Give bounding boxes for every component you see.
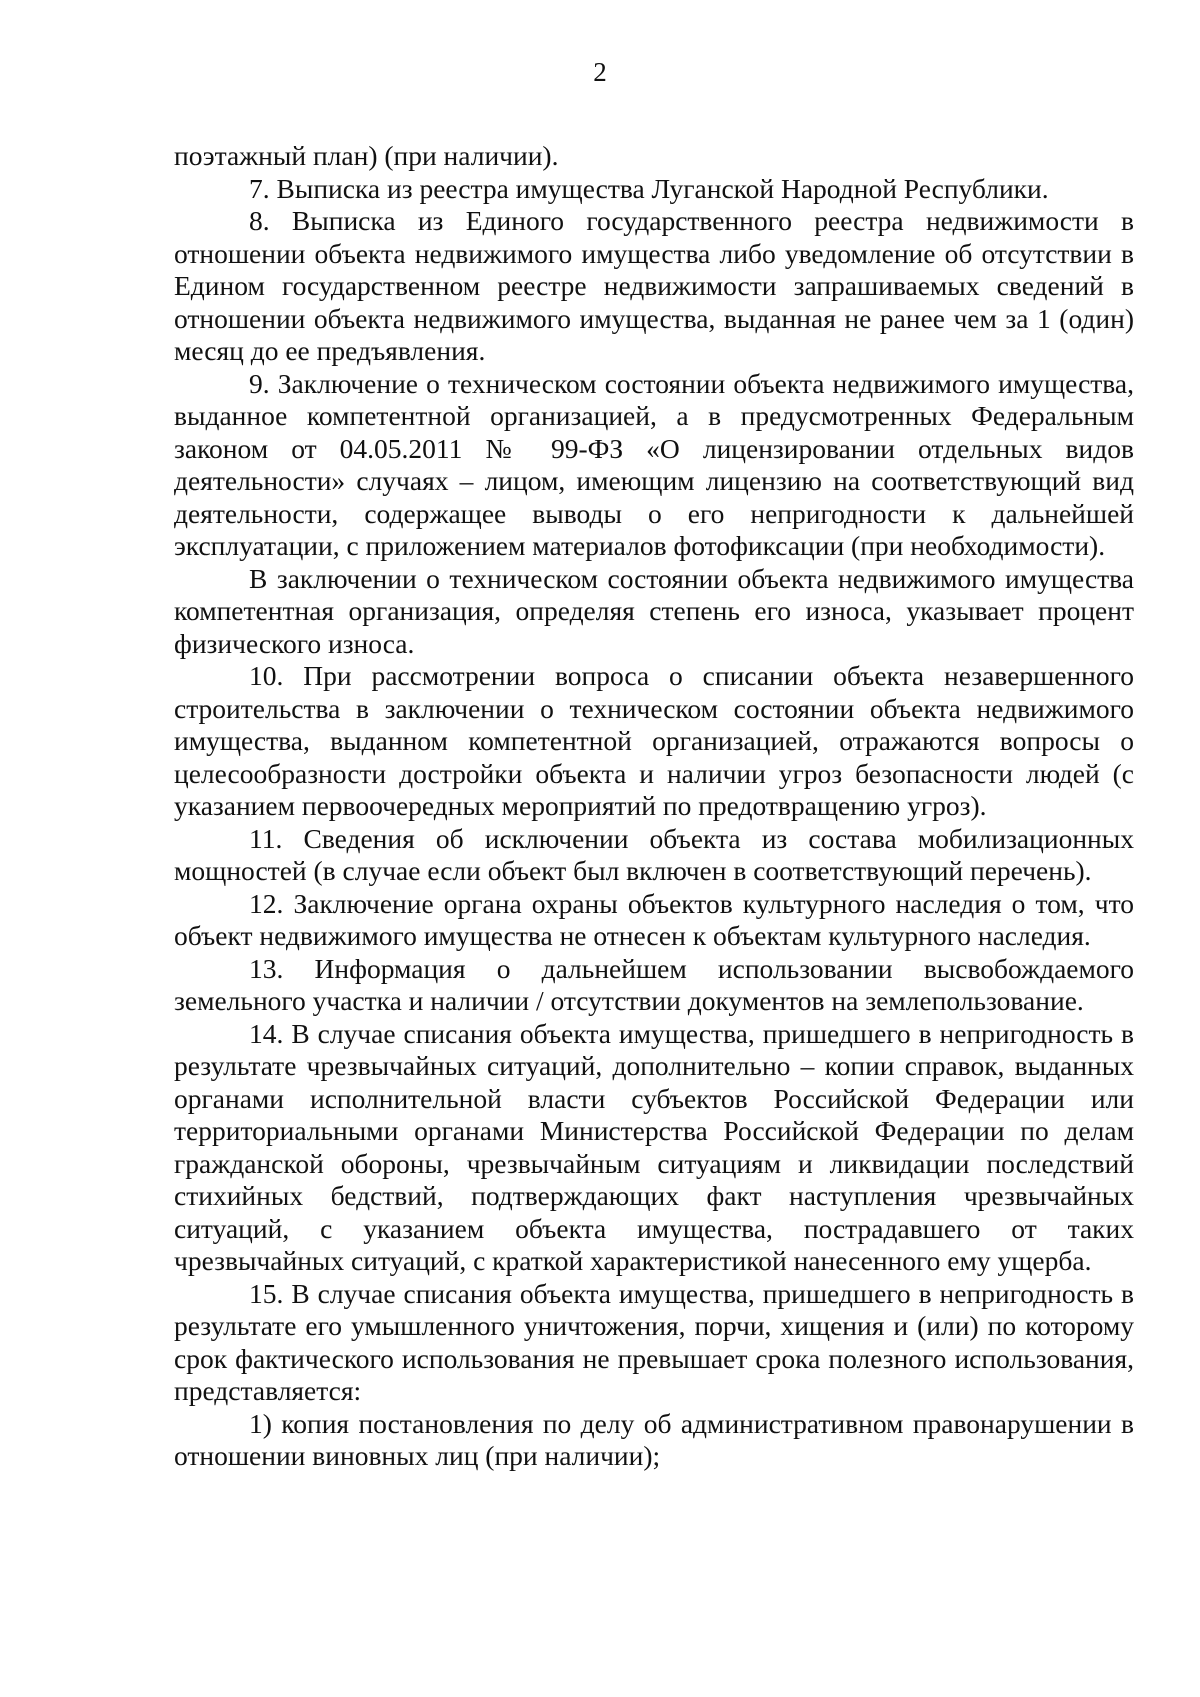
paragraph-continuation: поэтажный план) (при наличии). xyxy=(174,140,559,171)
paragraph-item-11: 11. Сведения об исключении объекта из состава мобилизационных мощностей (в случае если объект был включен в соответствующий перечень). xyxy=(174,822,1134,886)
paragraph-item-9-note: В заключении о техническом состоянии объекта недвижимого имущества компетентная организация, определяя степень его износа, указывает процент физического износа. xyxy=(174,562,1134,659)
paragraph-item-7: 7. Выписка из реестра имущества Луганской Народной Республики. xyxy=(249,172,1049,204)
document-body xyxy=(174,140,1134,1473)
page-number: 2 xyxy=(593,57,607,87)
paragraph-subitem-1: 1) копия постановления по делу об административном правонарушении в отношении виновных лиц (при наличии); xyxy=(174,1407,1134,1471)
paragraph-item-12: 12. Заключение органа охраны объектов культурного наследия о том, что объект недвижимого имущества не отнесен к объектам культурного наследия. xyxy=(174,887,1134,951)
paragraph-item-15: 15. В случае списания объекта имущества, пришедшего в непригодность в результате его умышленного уничтожения, порчи, хищения и (или) по которому срок фактического использования не превышает срока полезного использования, представляется: xyxy=(174,1277,1134,1406)
paragraph-item-14: 14. В случае списания объекта имущества, пришедшего в непригодность в результате чрезвычайных ситуаций, дополнительно – копии справок, выданных органами исполнительной власти субъектов Российской Федерации или территориальными органами Министерства Российской Федерации по делам гражданской обороны, чрезвычайным ситуациям и ликвидации последствий стихийных бедствий, подтверждающих факт наступления чрезвычайных ситуаций, с указанием объекта имущества, пострадавшего от таких чрезвычайных ситуаций, с краткой характеристикой нанесенного ему ущерба. xyxy=(174,1017,1134,1276)
paragraph-item-8: 8. Выписка из Единого государственного реестра недвижимости в отношении объекта недвижимого имущества либо уведомление об отсутствии в Едином государственном реестре недвижимости запрашиваемых сведений в отношении объекта недвижимого имущества, выданная не ранее чем за 1 (один) месяц до ее предъявления. xyxy=(174,205,1134,366)
paragraph-item-9: 9. Заключение о техническом состоянии объекта недвижимого имущества, выданное компетентной организацией, а в предусмотренных Федеральным законом от 04.05.2011 № 99-ФЗ «О лицензировании отдельных видов деятельности» случаях – лицом, имеющим лицензию на соответствующий вид деятельности, содержащее выводы о его непригодности к дальнейшей эксплуатации, с приложением материалов фотофиксации (при необходимости). xyxy=(174,367,1134,561)
paragraph-item-13: 13. Информация о дальнейшем использовании высвобождаемого земельного участка и наличии / отсутствии документов на землепользование. xyxy=(174,952,1134,1016)
paragraph-item-10: 10. При рассмотрении вопроса о списании объекта незавершенного строительства в заключении о техническом состоянии объекта недвижимого имущества, выданном компетентной организацией, отражаются вопросы о целесообразности достройки объекта и наличии угроз безопасности людей (с указанием первоочередных мероприятий по предотвращению угроз). xyxy=(174,660,1134,821)
